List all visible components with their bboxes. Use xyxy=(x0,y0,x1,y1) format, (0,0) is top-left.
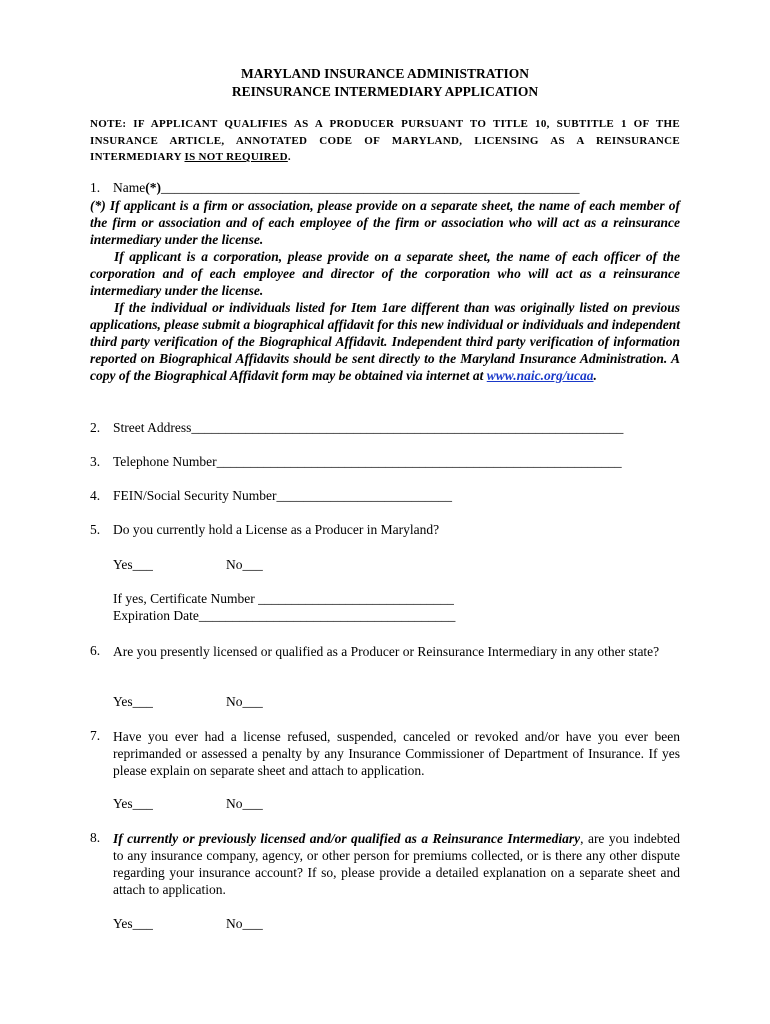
item5-yes-field[interactable]: Yes___ xyxy=(113,557,153,572)
street-address-field[interactable]: ________________________________________________________________ xyxy=(191,420,624,435)
item3-line xyxy=(113,454,622,470)
item6-question: Are you presently licensed or qualified as a Producer or Reinsurance Intermediary in any other state? xyxy=(113,644,660,659)
item1-para3-end: . xyxy=(593,368,597,383)
item8-question xyxy=(113,830,680,898)
item2-number: 2. xyxy=(90,420,101,435)
item1-affidavit-instructions xyxy=(90,299,680,384)
item1-para3-text: If the individual or individuals listed for Item 1are different than was originally listed on previous applications, please submit a biographical affidavit for this new individual or individuals and independent third party verification of the Biographical Affidavit. Independent third party verification of information reported on Biographical Affidavits should be sent directly to the Maryland Insurance Administration. A copy of the Biographical Affidavit form may be obtained via internet at xyxy=(90,300,680,383)
item4-line xyxy=(113,488,452,504)
item8-number: 8. xyxy=(90,830,101,845)
name-field[interactable]: ______________________________________________________________ xyxy=(160,180,580,195)
item1-name-line xyxy=(113,180,579,196)
form-title: REINSURANCE INTERMEDIARY APPLICATION xyxy=(231,84,539,99)
item7-number: 7. xyxy=(90,728,101,743)
fein-field[interactable]: __________________________ xyxy=(276,488,452,503)
note-text: NOTE: IF APPLICANT QUALIFIES AS A PRODUCER PURSUANT TO TITLE 10, SUBTITLE 1 OF THE INSURANCE ARTICLE, ANNOTATED CODE OF MARYLAND, LICENSING AS A REINSURANCE INTERMEDIARY xyxy=(90,118,680,163)
item8-emphasis: If currently or previously licensed and/or qualified as a Reinsurance Intermediary xyxy=(113,831,581,846)
item1-label: Name xyxy=(113,180,146,195)
item1-para1-marker: (*) xyxy=(90,198,106,213)
expiration-date-line xyxy=(113,608,455,624)
fein-label: FEIN/Social Security Number xyxy=(113,488,277,503)
item8-no-field[interactable]: No___ xyxy=(226,916,263,931)
item1-para1-text: If applicant is a firm or association, please provide on a separate sheet, the name of each member of the firm or association and of each employee of the firm or association who will act as a reinsurance intermediary under the license. xyxy=(90,198,680,247)
item2-line xyxy=(113,420,623,436)
item1-corporation-instructions: If applicant is a corporation, please provide on a separate sheet, the name of each officer of the corporation and of each employee and director of the corporation who will act as a reinsurance intermediary under the license. xyxy=(90,249,680,298)
item5-question: Do you currently hold a License as a Producer in Maryland? xyxy=(113,522,440,537)
agency-heading: MARYLAND INSURANCE ADMINISTRATION xyxy=(240,66,530,81)
note-paragraph xyxy=(90,116,680,166)
telephone-label: Telephone Number xyxy=(113,454,217,469)
item5-number: 5. xyxy=(90,522,101,537)
expiration-date-field[interactable]: ______________________________________ xyxy=(198,608,456,623)
street-address-label: Street Address xyxy=(113,420,192,435)
note-emphasis: IS NOT REQUIRED xyxy=(184,151,288,163)
item7-question: Have you ever had a license refused, suspended, canceled or revoked and/or have you ever been reprimanded or assessed a penalty by any Insurance Commissioner of Department of Insurance. If yes please explain on separate sheet and attach to application. xyxy=(113,729,680,778)
item3-number: 3. xyxy=(90,454,101,469)
naic-link[interactable]: www.naic.org/ucaa xyxy=(486,368,594,383)
item6-yes-field[interactable]: Yes___ xyxy=(113,694,153,709)
note-end: . xyxy=(287,151,291,163)
item1-number: 1. xyxy=(90,180,101,195)
item8-yes-field[interactable]: Yes___ xyxy=(113,916,153,931)
item7-yes-field[interactable]: Yes___ xyxy=(113,796,153,811)
certificate-number-label: If yes, Certificate Number xyxy=(113,591,259,606)
item6-number: 6. xyxy=(90,643,101,658)
item5-no-field[interactable]: No___ xyxy=(226,557,263,572)
telephone-field[interactable]: ____________________________________________________________ xyxy=(216,454,622,469)
certificate-number-field[interactable]: _____________________________ xyxy=(258,591,454,606)
item6-no-field[interactable]: No___ xyxy=(226,694,263,709)
expiration-date-label: Expiration Date xyxy=(113,608,199,623)
item1-marker: (*) xyxy=(145,180,161,195)
certificate-number-line xyxy=(113,591,454,607)
item1-firm-instructions xyxy=(90,197,680,248)
item8-text: , are you indebted to any insurance company, agency, or other person for premiums collected, or is there any other dispute regarding your insurance account? If so, please provide a detailed explanation on a separate sheet and attach to application. xyxy=(113,831,680,897)
item4-number: 4. xyxy=(90,488,101,503)
item7-no-field[interactable]: No___ xyxy=(226,796,263,811)
